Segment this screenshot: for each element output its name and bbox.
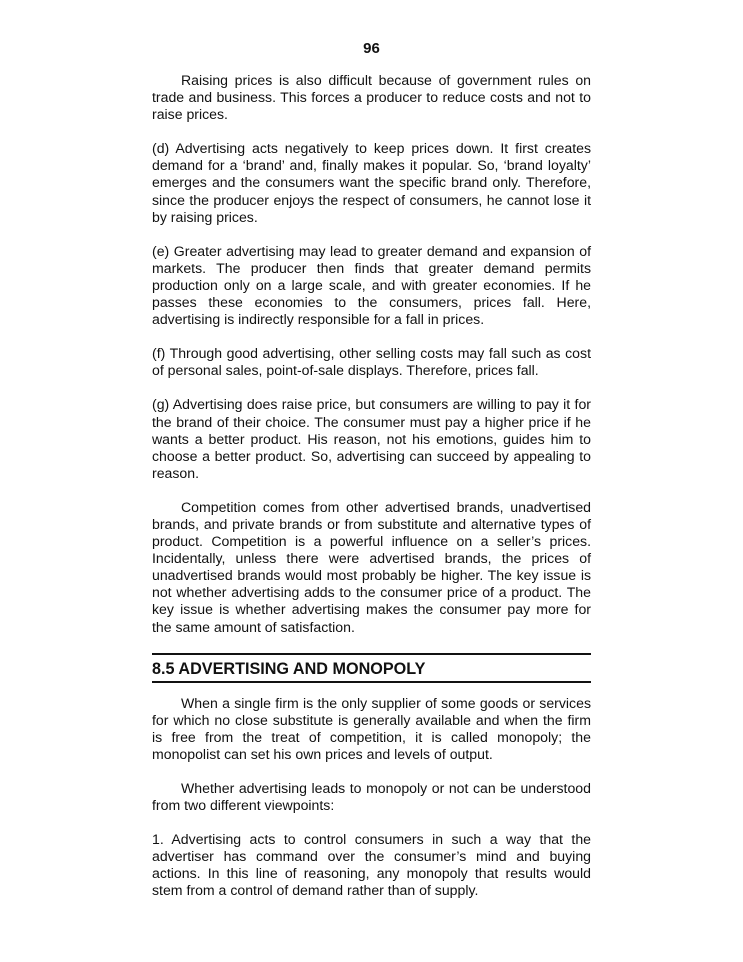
paragraph-viewpoint-1: 1. Advertising acts to control consumers in such a way that the advertiser has command over the consumer’s mind and buying actions. In this line of reasoning, any monopoly that results would stem from a control of demand rather than of supply.	[152, 831, 591, 899]
paragraph-prices-government-rules: Raising prices is also difficult because of government rules on trade and business. This forces a producer to reduce costs and not to raise prices.	[152, 72, 591, 123]
paragraph-point-e: (e) Greater advertising may lead to greater demand and expansion of markets. The producer then finds that greater demand permits production only on a large scale, and with greater economies. If he passes these economies to the consumers, prices fall. Here, advertising is indirectly responsible for a fall in prices.	[152, 242, 591, 328]
paragraph-point-g: (g) Advertising does raise price, but consumers are willing to pay it for the brand of their choice. The consumer must pay a higher price if he wants a better product. His reason, not his emotions, guides him to choose a better product. So, advertising can succeed by appealing to reason.	[152, 396, 591, 481]
page-body	[152, 72, 591, 917]
page-number: 96	[363, 40, 380, 57]
paragraph-point-f: (f) Through good advertising, other selling costs may fall such as cost of personal sales, point-of-sale displays. Therefore, prices fall.	[152, 345, 591, 379]
paragraph-competition: Competition comes from other advertised brands, unadvertised brands, and private brands or from substitute and alternative types of product. Competition is a powerful influence on a seller’s prices. Incidentally, unless there were advertised brands, the prices of unadvertised brands would most probably be higher. The key issue is not whether advertising adds to the consumer price of a product. The key issue is whether advertising makes the consumer pay more for the same amount of satisfaction.	[152, 498, 591, 635]
paragraph-point-d: (d) Advertising acts negatively to keep prices down. It first creates demand for a ‘brand’ and, finally makes it popular. So, ‘brand loyalty’ emerges and the consumers want the specific brand only. Therefore, since the producer enjoys the respect of consumers, he cannot lose it by raising prices.	[152, 140, 591, 225]
section-heading: 8.5 ADVERTISING AND MONOPOLY	[152, 653, 591, 683]
paragraph-monopoly-definition: When a single firm is the only supplier of some goods or services for which no close substitute is generally available and when the firm is free from the treat of competition, it is called monopoly; the monopolist can set his own prices and levels of output.	[152, 694, 591, 762]
paragraph-viewpoints-intro: Whether advertising leads to monopoly or not can be understood from two different viewpoints:	[152, 780, 591, 814]
